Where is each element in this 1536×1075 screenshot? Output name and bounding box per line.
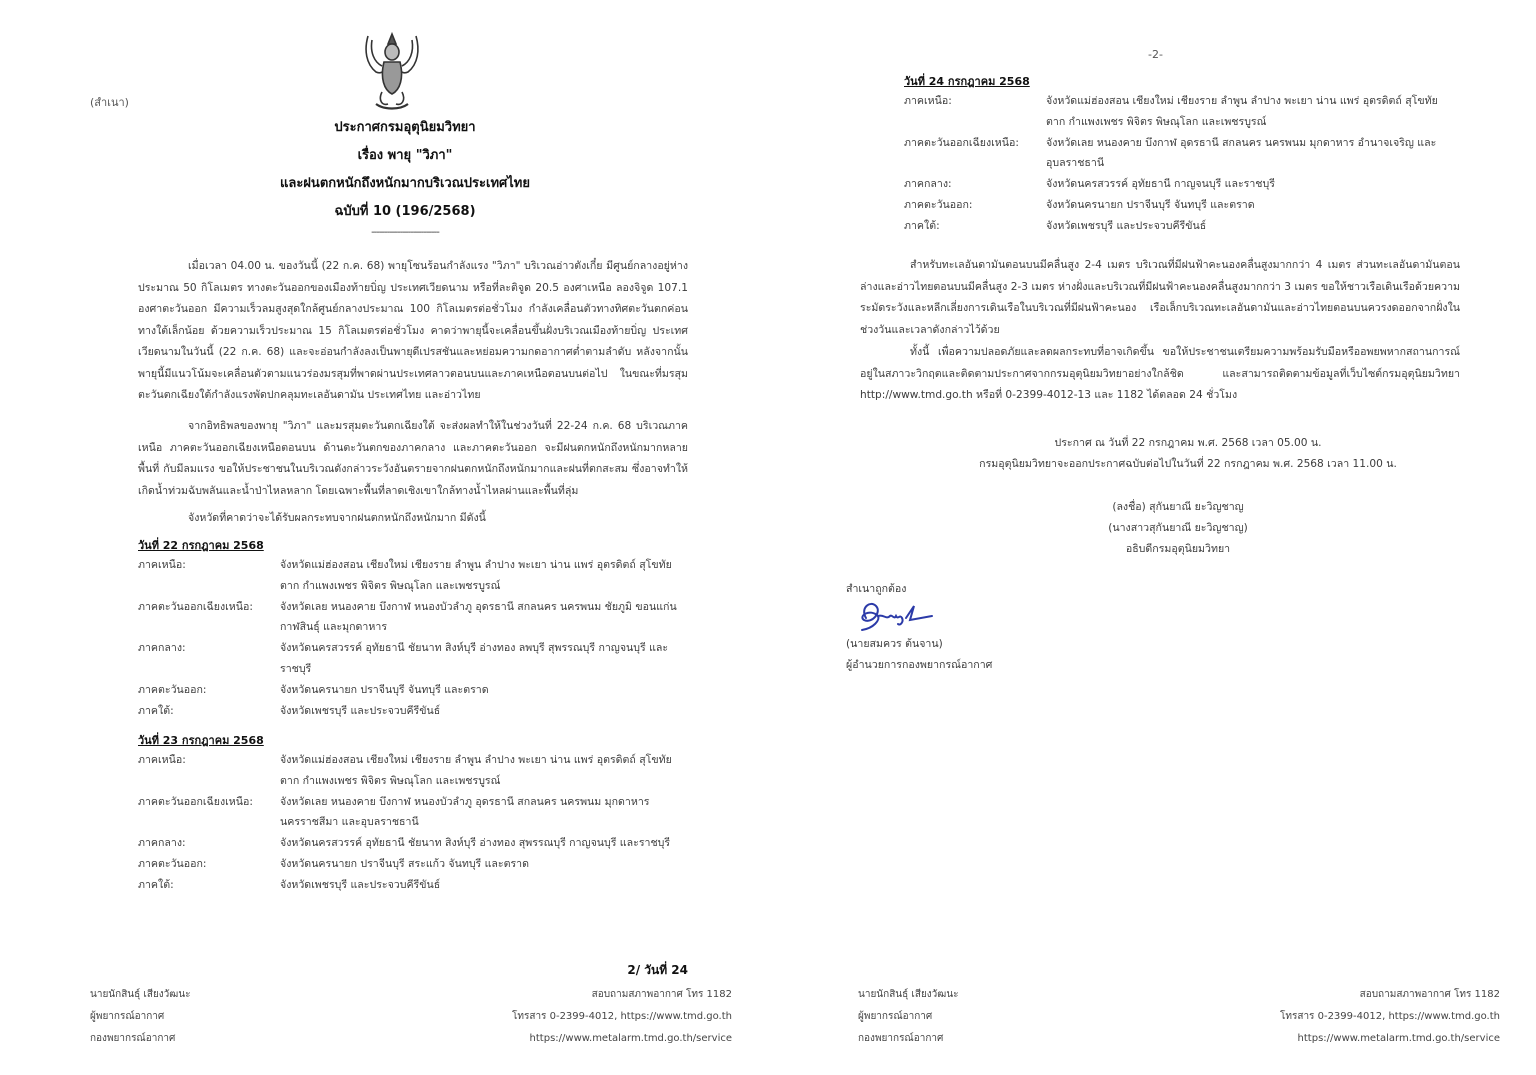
- region-name: ภาคตะวันออกเฉียงเหนือ:: [138, 795, 253, 808]
- region-row: [138, 701, 680, 722]
- contact-footer: [1280, 984, 1500, 1050]
- announced-time: ประกาศ ณ วันที่ 22 กรกฎาคม พ.ศ. 2568 เวลา 05.00 น.: [1054, 437, 1322, 449]
- region-provinces: จังหวัดแม่ฮ่องสอน เชียงใหม่ เชียงราย ลำพูน ลำปาง พะเยา น่าน แพร่ อุตรดิตถ์ สุโขทัย ตาก กำแพงเพชร พิจิตร พิษณุโลก และเพชรบูรณ์: [280, 559, 672, 592]
- region-list-day-22: [138, 555, 680, 721]
- metalarm-link[interactable]: https://www.metalarm.tmd.go.th/service: [1297, 1033, 1500, 1044]
- region-row: [904, 174, 1456, 195]
- region-name: ภาคตะวันออก:: [138, 683, 207, 696]
- certifier-name: (นายสมควร ต้นจาน): [846, 638, 943, 650]
- region-row: [138, 597, 680, 639]
- region-name: ภาคตะวันออกเฉียงเหนือ:: [138, 600, 253, 613]
- region-provinces: จังหวัดเพชรบุรี และประจวบคีรีขันธ์: [280, 878, 441, 891]
- region-name: ภาคกลาง:: [138, 837, 186, 850]
- announcement-title: ประกาศกรมอุตุนิยมวิทยา: [334, 120, 476, 135]
- region-provinces: จังหวัดแม่ฮ่องสอน เชียงใหม่ เชียงราย ลำพูน ลำปาง พะเยา น่าน แพร่ อุตรดิตถ์ สุโขทัย ตาก กำแพงเพชร พิจิตร พิษณุโลก และเพชรบูรณ์: [280, 754, 672, 787]
- region-name: ภาคตะวันออก:: [904, 198, 973, 211]
- hotline-text: สอบถามสภาพอากาศ โทร 1182: [1359, 989, 1500, 1000]
- region-name: ภาคเหนือ:: [138, 559, 186, 571]
- certified-label: สำเนาถูกต้อง: [846, 583, 907, 595]
- next-issue-time: กรมอุตุนิยมวิทยาจะออกประกาศฉบับต่อไปในวันที่ 22 กรกฎาคม พ.ศ. 2568 เวลา 11.00 น.: [979, 458, 1397, 470]
- region-name: ภาคเหนือ:: [904, 95, 952, 107]
- announcement-subject-line2: และฝนตกหนักถึงหนักมากบริเวณประเทศไทย: [279, 176, 530, 191]
- region-name: ภาคใต้:: [904, 219, 940, 232]
- forecaster-role: ผู้พยากรณ์อากาศ: [858, 1011, 933, 1022]
- garuda-emblem-icon: [360, 30, 424, 114]
- metalarm-link[interactable]: https://www.metalarm.tmd.go.th/service: [529, 1033, 732, 1044]
- region-name: ภาคใต้:: [138, 878, 174, 891]
- hotline-text: สอบถามสภาพอากาศ โทร 1182: [591, 989, 732, 1000]
- region-name: ภาคตะวันออกเฉียงเหนือ:: [904, 136, 1019, 149]
- announcement-header: [200, 114, 610, 240]
- page-number: -2-: [1148, 48, 1163, 61]
- region-row: [138, 875, 680, 896]
- region-row: [904, 216, 1456, 237]
- fax-website-link[interactable]: โทรสาร 0-2399-4012, https://www.tmd.go.th: [1280, 1011, 1500, 1022]
- storm-status-paragraph: เมื่อเวลา 04.00 น. ของวันนี้ (22 ก.ค. 68) พายุโซนร้อนกำลังแรง "วิภา" บริเวณอ่าวตังเกี๋ย มีศูนย์กลางอยู่ห่างประมาณ 50 กิโลเมตร ทางตะวันออกของเมืองท้ายบิ่ญ ประเทศเวียดนาม หรือที่ละติจูด 20.5 องศาเหนือ ลองจิจูด 107.1 องศาตะวันออก มีความเร็วลมสูงสุดใกล้ศูนย์กลางประมาณ 100 กิโลเมตรต่อชั่วโมง กำลังเคลื่อนตัวทางทิศตะวันตกค่อนทางใต้เล็กน้อย ด้วยความเร็วประมาณ 15 กิโลเมตรต่อชั่วโมง คาดว่าพายุนี้จะเคลื่อนขึ้นฝั่งบริเวณเมืองท้ายบิ่ญ ประเทศเวียดนามในวันนี้ (22 ก.ค. 68) และจะอ่อนกำลังลงเป็นพายุดีเปรสชันและหย่อมความกดอากาศต่ำตามลำดับ หลังจากนั้นพายุนี้มีแนวโน้มจะเคลื่อนตัวตามแนวร่องมรสุมที่พาดผ่านประเทศลาวตอนบนและภาคเหนือตอนบนต่อไป ในขณะที่มรสุมตะวันตกเฉียงใต้กำลังแรงพัดปกคลุมทะเลอันดามัน ประเทศไทย และอ่าวไทย: [138, 260, 688, 401]
- region-provinces: จังหวัดนครนายก ปราจีนบุรี จันทบุรี และตราด: [1046, 198, 1255, 211]
- forecaster-division: กองพยากรณ์อากาศ: [90, 1033, 176, 1044]
- region-row: [138, 854, 680, 875]
- issue-time-block: [928, 433, 1448, 475]
- region-provinces: จังหวัดเพชรบุรี และประจวบคีรีขันธ์: [280, 704, 441, 717]
- sea-conditions-paragraph: สำหรับทะเลอันดามันตอนบนมีคลื่นสูง 2-4 เมตร บริเวณที่มีฝนฟ้าคะนองคลื่นสูงมากกว่า 4 เมตร ส่วนทะเลอันดามันตอนล่างและอ่าวไทยตอนบนมีคลื่นสูง 2-3 เมตร ห่างฝั่งและบริเวณที่มีฝนฟ้าคะนองคลื่นสูงมากกว่า 3 เมตร ขอให้ชาวเรือเดินเรือด้วยความระมัดระวังและหลีกเลี่ยงการเดินเรือในบริเวณที่มีฝนฟ้าคะนอง เรือเล็กบริเวณทะเลอันดามันและอ่าวไทยตอนบนควรงดออกจากฝั่งในช่วงวันและเวลาดังกล่าวไว้ด้วย: [860, 259, 1460, 336]
- divider: --------------------------: [371, 227, 439, 238]
- day-heading-23: วันที่ 23 กรกฎาคม 2568: [138, 734, 264, 747]
- region-provinces: จังหวัดนครสวรรค์ อุทัยธานี ชัยนาท สิงห์บุรี อ่างทอง ลพบุรี สุพรรณบุรี กาญจนบุรี และราชบุรี: [280, 642, 669, 675]
- director-signature-block: [1028, 497, 1328, 560]
- region-row: [904, 133, 1456, 175]
- region-name: ภาคกลาง:: [138, 642, 186, 655]
- copy-label: (สำเนา): [90, 96, 129, 109]
- forecaster-footer: [90, 984, 191, 1050]
- impact-paragraph: จากอิทธิพลของพายุ "วิภา" และมรสุมตะวันตกเฉียงใต้ จะส่งผลทำให้ในช่วงวันที่ 22-24 ก.ค. 68 บริเวณภาคเหนือ ภาคตะวันออกเฉียงเหนือตอนบน ด้านตะวันตกของภาคกลาง และภาคตะวันออก จะมีฝนตกหนักถึงหนักมากหลายพื้นที่ กับมีลมแรง ขอให้ประชาชนในบริเวณดังกล่าวระวังอันตรายจากฝนตกหนักถึงหนักมากและฝนที่ตกสะสม ซึ่งอาจทำให้เกิดน้ำท่วมฉับพลันและน้ำป่าไหลหลาก โดยเฉพาะพื้นที่ลาดเชิงเขาใกล้ทางน้ำไหลผ่านและพื้นที่ลุ่ม: [138, 420, 688, 497]
- certified-copy-block: [846, 579, 992, 676]
- contact-footer: [512, 984, 732, 1050]
- region-provinces: จังหวัดนครนายก ปราจีนบุรี จันทบุรี และตราด: [280, 683, 489, 696]
- region-name: ภาคตะวันออก:: [138, 857, 207, 870]
- forecaster-role: ผู้พยากรณ์อากาศ: [90, 1011, 165, 1022]
- region-provinces: จังหวัดเลย หนองคาย บึงกาฬ อุดรธานี สกลนคร นครพนม มุกดาหาร อำนาจเจริญ และอุบลราชธานี: [1046, 136, 1437, 170]
- day-heading-22: วันที่ 22 กรกฎาคม 2568: [138, 539, 264, 552]
- region-provinces: จังหวัดเพชรบุรี และประจวบคีรีขันธ์: [1046, 219, 1207, 232]
- region-row: [138, 555, 680, 597]
- region-provinces: จังหวัดนครนายก ปราจีนบุรี สระแก้ว จันทบุรี และตราด: [280, 857, 530, 870]
- region-name: ภาคเหนือ:: [138, 754, 186, 766]
- safety-advice-paragraph: ทั้งนี้ เพื่อความปลอดภัยและลดผลกระทบที่อาจเกิดขึ้น ขอให้ประชาชนเตรียมความพร้อมรับมือหรืออพยพหากสถานการณ์อยู่ในสภาวะวิกฤตและติดตามประกาศจากกรมอุตุนิยมวิทยาอย่างใกล้ชิด และสามารถติดตามข้อมูลที่เว็บไซต์กรมอุตุนิยมวิทยา http://www.tmd.go.th หรือที่ 0-2399-4012-13 และ 1182 ได้ตลอด 24 ชั่วโมง: [860, 346, 1460, 401]
- announcement-page-2: [768, 0, 1536, 1075]
- forecaster-division: กองพยากรณ์อากาศ: [858, 1033, 944, 1044]
- region-row: [138, 638, 680, 680]
- region-provinces: จังหวัดนครสวรรค์ อุทัยธานี ชัยนาท สิงห์บุรี อ่างทอง สุพรรณบุรี กาญจนบุรี และราชบุรี: [280, 837, 671, 850]
- region-row: [138, 792, 680, 834]
- signed-line: (ลงชื่อ) สุกันยาณี ยะวิญชาญ: [1112, 501, 1244, 513]
- fax-website-link[interactable]: โทรสาร 0-2399-4012, https://www.tmd.go.th: [512, 1011, 732, 1022]
- region-list-day-24: [904, 91, 1456, 237]
- region-name: ภาคกลาง:: [904, 178, 952, 191]
- region-row: [904, 91, 1456, 133]
- certifier-title: ผู้อำนวยการกองพยากรณ์อากาศ: [846, 659, 993, 671]
- region-row: [138, 833, 680, 854]
- continued-marker: 2/ วันที่ 24: [627, 963, 688, 977]
- announcement-subject: เรื่อง พายุ "วิภา": [357, 148, 453, 163]
- signer-title: อธิบดีกรมอุตุนิยมวิทยา: [1125, 543, 1231, 555]
- region-list-day-23: [138, 750, 680, 896]
- region-row: [904, 195, 1456, 216]
- region-name: ภาคใต้:: [138, 704, 174, 717]
- announcement-issue: ฉบับที่ 10 (196/2568): [334, 204, 476, 219]
- region-provinces: จังหวัดแม่ฮ่องสอน เชียงใหม่ เชียงราย ลำพูน ลำปาง พะเยา น่าน แพร่ อุตรดิตถ์ สุโขทัย ตาก กำแพงเพชร พิจิตร พิษณุโลก และเพชรบูรณ์: [1046, 95, 1438, 128]
- forecaster-footer: [858, 984, 959, 1050]
- affected-provinces-intro: จังหวัดที่คาดว่าจะได้รับผลกระทบจากฝนตกหนักถึงหนักมาก มีดังนี้: [188, 512, 486, 524]
- forecaster-name: นายนักสินธุ์ เสียงวัฒนะ: [90, 989, 191, 1000]
- region-provinces: จังหวัดเลย หนองคาย บึงกาฬ หนองบัวลำภู อุดรธานี สกลนคร นครพนม ชัยภูมิ ขอนแก่น กาฬสินธุ์ และมุกดาหาร: [280, 600, 677, 634]
- signer-name: (นางสาวสุกันยาณี ยะวิญชาญ): [1108, 522, 1248, 534]
- region-row: [138, 750, 680, 792]
- forecaster-name: นายนักสินธุ์ เสียงวัฒนะ: [858, 989, 959, 1000]
- region-provinces: จังหวัดเลย หนองคาย บึงกาฬ หนองบัวลำภู อุดรธานี สกลนคร นครพนม มุกดาหาร นครราชสีมา และอุบลราชธานี: [280, 795, 650, 829]
- day-heading-24: วันที่ 24 กรกฎาคม 2568: [904, 75, 1030, 88]
- region-provinces: จังหวัดนครสวรรค์ อุทัยธานี กาญจนบุรี และราชบุรี: [1046, 178, 1275, 191]
- handwritten-signature-icon: [856, 598, 936, 634]
- region-row: [138, 680, 680, 701]
